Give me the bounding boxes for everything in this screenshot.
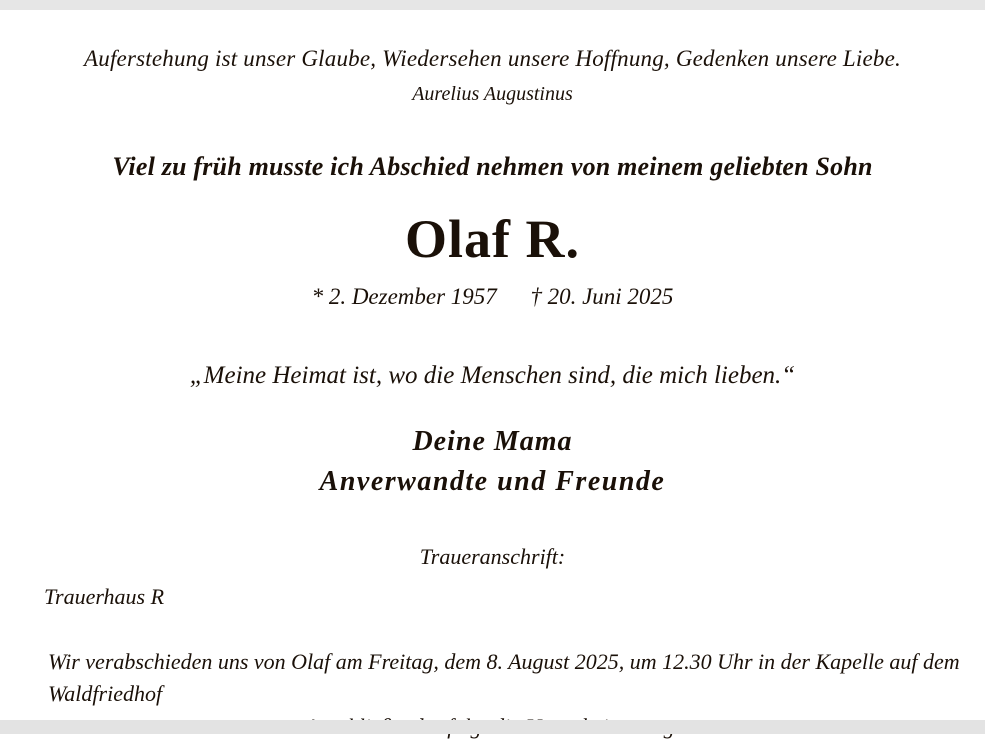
signature-line-2: Anverwandte und Freunde [319, 465, 666, 497]
page-edge-top [0, 0, 985, 10]
mourning-address-line: Trauerhaus R [44, 583, 165, 609]
birth-date: * 2. Dezember 1957 [311, 283, 497, 309]
motto-text: Auferstehung ist unser Glaube, Wiedersehen unsere Hoffnung, Gedenken unsere Liebe. [84, 46, 901, 71]
obituary-content [0, 10, 985, 720]
page-edge-bottom [0, 720, 985, 734]
motto-author: Aurelius Augustinus [412, 82, 573, 105]
deceased-name: Olaf R. [405, 208, 580, 269]
life-dates [0, 284, 985, 310]
funeral-notice: Wir verabschieden uns von Olaf am Freitag, dem 8. August 2025, um 12.30 Uhr in der Kapelle auf dem Waldfriedhof [48, 648, 960, 706]
personal-quote: „Meine Heimat ist, wo die Menschen sind, die mich lieben.“ [189, 361, 796, 389]
signature-line-1: Deine Mama [412, 425, 573, 457]
intro-text: Viel zu früh musste ich Abschied nehmen von meinem geliebten Sohn [112, 151, 873, 181]
mourning-address-label: Traueranschrift: [419, 543, 566, 569]
death-date: † 20. Juni 2025 [530, 283, 674, 309]
